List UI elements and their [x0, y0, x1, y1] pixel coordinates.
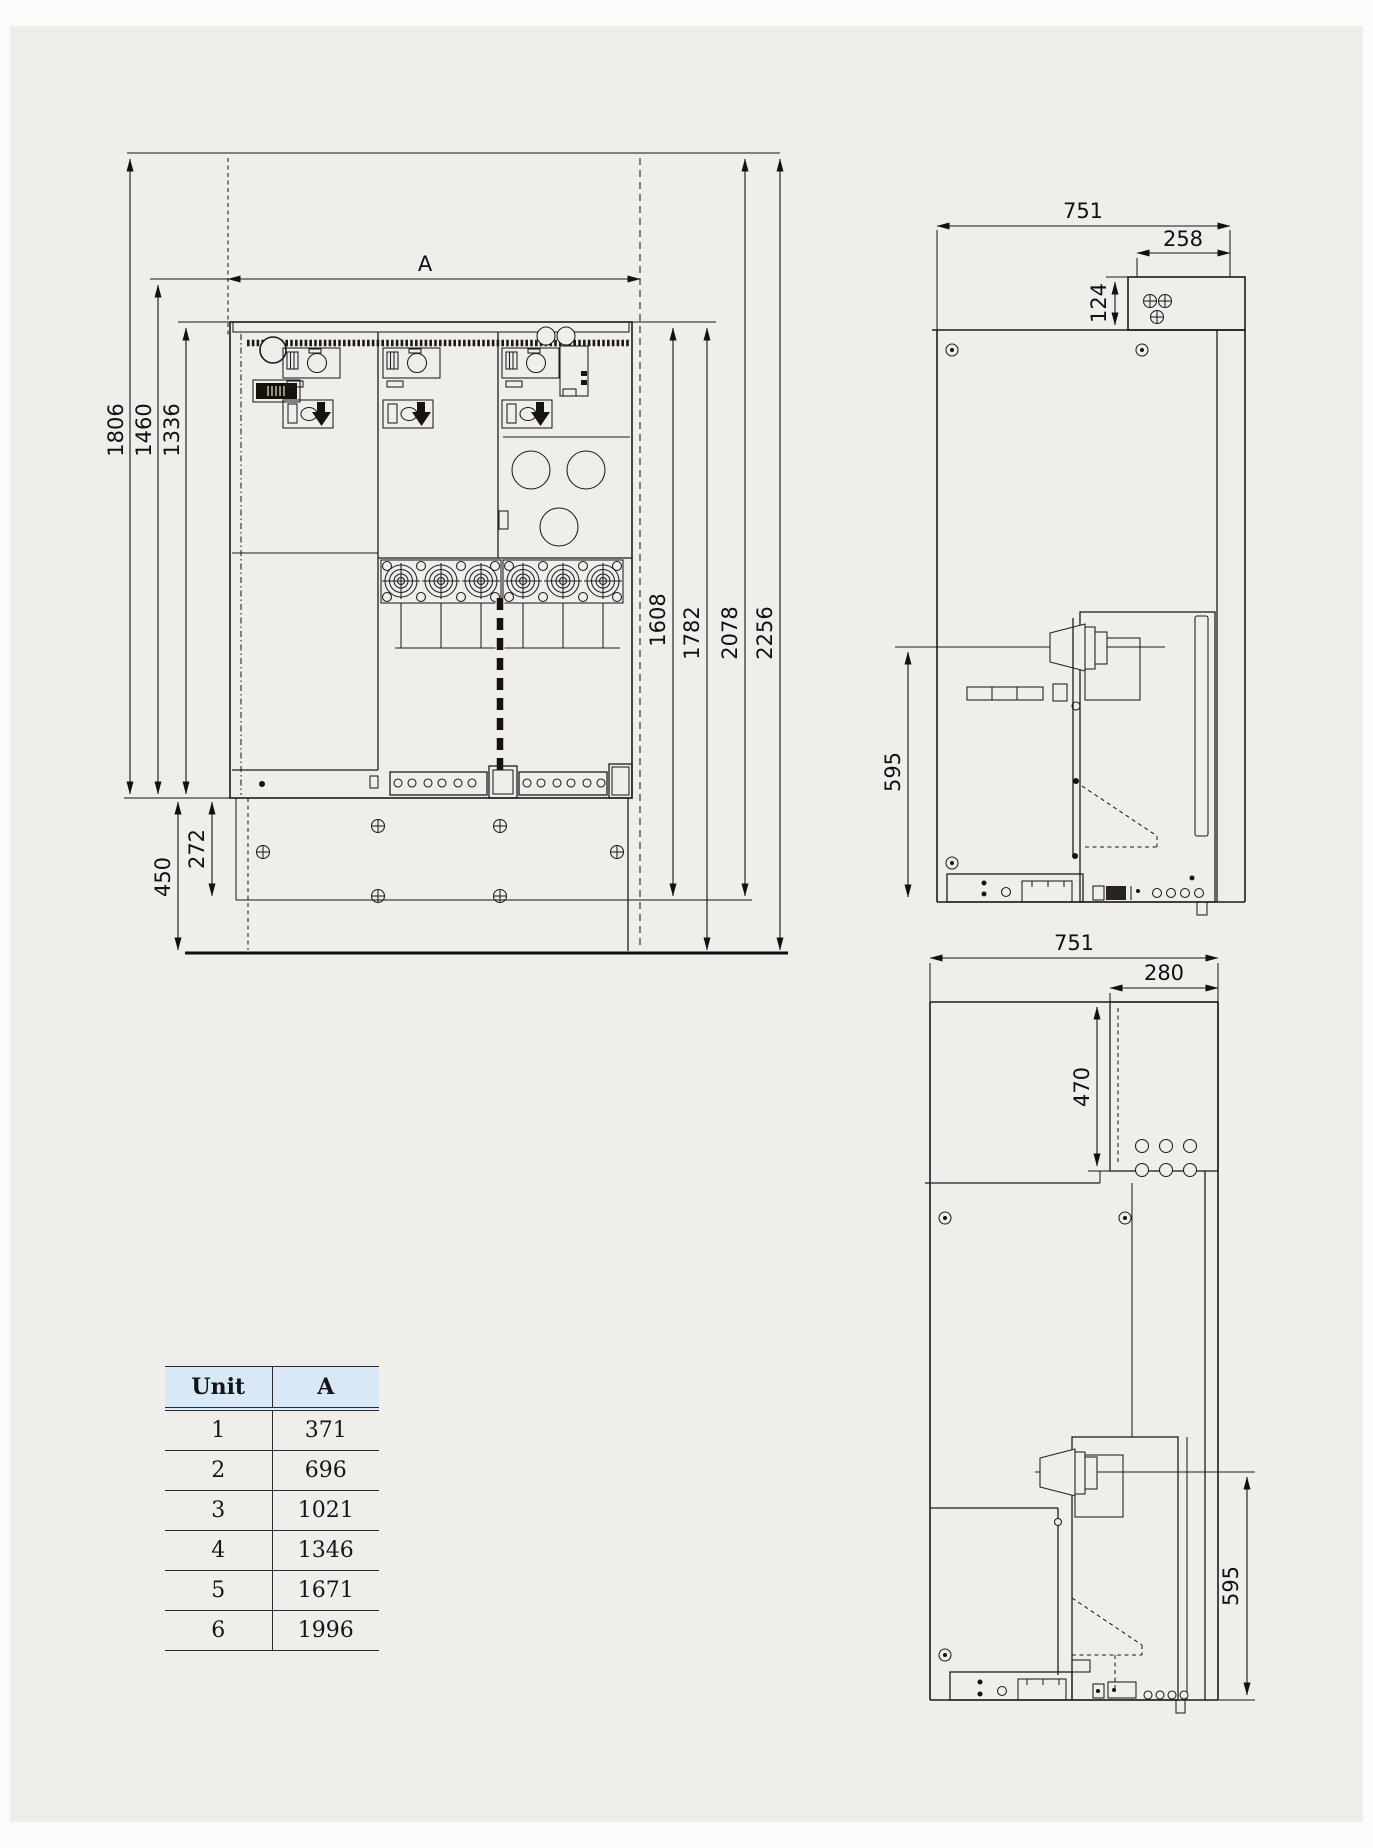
cross-screw-icon	[372, 820, 385, 833]
a-value-cell: 1996	[272, 1611, 379, 1651]
front-dimensions	[104, 153, 780, 950]
cross-screw-icon	[372, 890, 385, 903]
operation-handle	[502, 400, 552, 428]
door-swing-dashed	[1082, 786, 1157, 836]
bushing-cone	[1050, 624, 1085, 671]
side-top-dimensions	[881, 199, 1230, 897]
mechanism-sub-box	[560, 346, 588, 396]
dim-label-470: 470	[1070, 1066, 1094, 1108]
foot-tab	[1176, 1700, 1185, 1713]
cross-screw-icon	[257, 846, 270, 859]
panel-screw-icon	[1119, 1212, 1131, 1224]
table-row	[165, 1451, 379, 1491]
dim-label-450: 450	[151, 856, 175, 898]
dim-label-1806: 1806	[104, 403, 128, 457]
operation-handle	[283, 400, 333, 428]
table-row	[165, 1409, 379, 1451]
base-rail	[950, 1672, 1188, 1713]
vent-circle	[540, 508, 578, 546]
unit-cell: 2	[165, 1451, 272, 1491]
front-cabinet	[230, 322, 632, 798]
vent-circle	[512, 451, 550, 489]
side-top-mechanism	[947, 612, 1215, 915]
unit-cell: 1	[165, 1409, 272, 1451]
panel-screw-icon	[1136, 344, 1148, 356]
panel-screw-icon	[946, 857, 958, 869]
instrument-panel	[383, 348, 440, 387]
instrument-panel	[502, 348, 559, 387]
divider-latch	[499, 511, 508, 529]
terminal-strip	[967, 687, 1043, 700]
base-rail	[947, 874, 1207, 915]
table-header-row	[165, 1367, 379, 1410]
cable-compartment-lines	[395, 603, 620, 648]
a-value-cell: 696	[272, 1451, 379, 1491]
dim-label-1460: 1460	[132, 403, 156, 457]
pressure-relief-disc	[260, 337, 286, 363]
vent-circle	[567, 451, 605, 489]
relief-bolt	[537, 327, 555, 345]
unit-cell: 5	[165, 1571, 272, 1611]
unit-cell: 3	[165, 1491, 272, 1531]
cross-screw-icon	[1144, 295, 1157, 308]
table-row	[165, 1491, 379, 1531]
gas-duct-box	[1128, 277, 1245, 330]
dim-label-1336: 1336	[160, 403, 184, 457]
table-row	[165, 1611, 379, 1651]
dim-label-595-top: 595	[881, 751, 905, 793]
dim-label-751: 751	[1062, 199, 1104, 223]
dim-label-124: 124	[1087, 282, 1111, 324]
a-value-cell: 1021	[272, 1491, 379, 1531]
side-view-top	[881, 199, 1245, 915]
dim-label-2256: 2256	[753, 606, 777, 660]
dim-label-751-b: 751	[1053, 931, 1095, 955]
vent-holes	[1136, 1140, 1197, 1177]
unit-cell: 6	[165, 1611, 272, 1651]
column-header-a: A	[272, 1367, 379, 1410]
door-swing-dashed	[1072, 1598, 1142, 1645]
bushing	[422, 563, 460, 599]
cross-screw-icon	[494, 820, 507, 833]
unit-cell: 4	[165, 1531, 272, 1571]
table-row	[165, 1571, 379, 1611]
dim-label-280: 280	[1143, 961, 1185, 985]
instrument-panel	[283, 348, 340, 387]
barcode-plate	[253, 380, 300, 402]
cross-screw-icon	[1151, 311, 1164, 324]
rear-recess-box	[1110, 1002, 1218, 1171]
dim-label-595-b: 595	[1219, 1565, 1243, 1607]
side-bottom-dimensions	[930, 931, 1255, 1700]
side-top-body	[932, 277, 1245, 902]
cross-screw-icon	[494, 890, 507, 903]
drawing-sheet	[10, 26, 1363, 1822]
panel-screw-icon	[946, 344, 958, 356]
dim-label-1608: 1608	[646, 593, 670, 647]
bushing	[544, 563, 582, 599]
column-header-unit: Unit	[165, 1367, 272, 1410]
operating-rod	[1195, 616, 1208, 836]
dim-label-1782: 1782	[680, 606, 704, 660]
dim-label-2078: 2078	[718, 606, 742, 660]
bottom-rail	[232, 764, 632, 798]
table-row	[165, 1531, 379, 1571]
side-bottom-mechanism	[930, 1437, 1188, 1713]
bushing-cone	[1040, 1449, 1075, 1496]
front-view	[104, 153, 788, 953]
panel-screw-icon	[939, 1212, 951, 1224]
relief-bolt	[557, 327, 575, 345]
front-base-plinth	[185, 798, 788, 953]
a-value-cell: 1346	[272, 1531, 379, 1571]
dim-label-A: A	[417, 252, 433, 276]
dim-label-258: 258	[1162, 227, 1204, 251]
panel-screw-icon	[939, 1649, 951, 1661]
bushing-assembly	[381, 560, 623, 603]
latch-dot	[259, 781, 265, 787]
cross-screw-icon	[611, 846, 624, 859]
foot-tab	[1197, 902, 1207, 915]
a-value-cell: 1671	[272, 1571, 379, 1611]
cross-screw-icon	[1159, 295, 1172, 308]
a-value-cell: 371	[272, 1409, 379, 1451]
unit-width-table	[165, 1366, 379, 1651]
operation-handle	[383, 400, 433, 428]
dim-label-272: 272	[185, 828, 209, 870]
side-view-bottom	[925, 931, 1255, 1713]
